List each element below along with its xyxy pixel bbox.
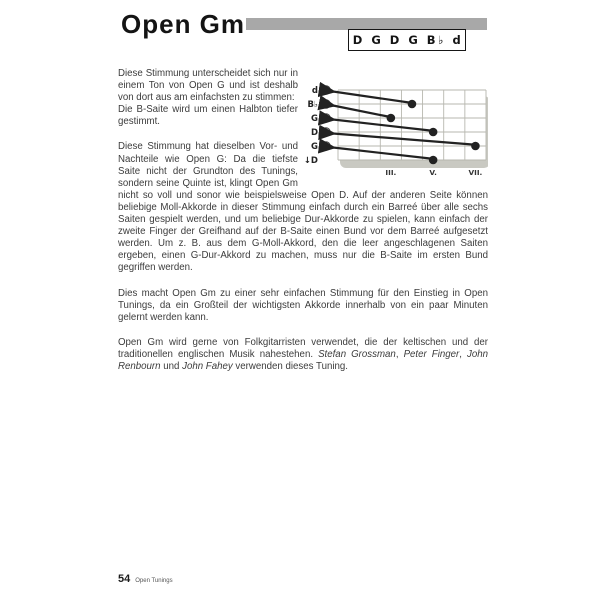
artist-name: Stefan Grossman bbox=[318, 348, 396, 360]
string-label: B♭ bbox=[307, 100, 318, 110]
string-label: D bbox=[310, 128, 318, 138]
open-string-circle bbox=[322, 142, 330, 150]
fret-number-label: III. bbox=[385, 168, 397, 177]
artist-name: Peter Finger bbox=[403, 348, 460, 360]
fretboard-diagram-svg bbox=[298, 82, 488, 182]
open-string-circle bbox=[322, 114, 330, 122]
fret-dot bbox=[471, 142, 480, 151]
page-footer bbox=[118, 573, 173, 585]
fret-dot bbox=[429, 156, 438, 165]
tuning-label: D G D G B♭ d bbox=[352, 33, 464, 47]
open-string-circle bbox=[322, 86, 330, 94]
fret-dot bbox=[387, 114, 396, 123]
open-string-circle bbox=[322, 100, 330, 108]
paragraph: Diese Stimmung unterscheidet sich nur in einem Ton von Open G und ist deshalb von dort aus am einfachsten zu stimmen: Die B-Saite wird um einen Halbton tiefer gestimmt. bbox=[118, 68, 298, 128]
fret-dot bbox=[429, 128, 438, 137]
paragraph: Dies macht Open Gm zu einer sehr einfachen Stimmung für den Einstieg in Open Tunings, da ein Großteil der wichtigsten Akkorde innerhalb von ein paar Minuten gelernt werden kann. bbox=[118, 287, 488, 323]
footer-section-label: Open Tunings bbox=[135, 578, 173, 584]
artist-name: John Fahey bbox=[182, 360, 233, 372]
fretboard-diagram bbox=[298, 68, 488, 186]
open-string-circle bbox=[322, 128, 330, 136]
fret-dot bbox=[408, 100, 417, 109]
page-title: Open Gm bbox=[121, 9, 246, 39]
string-label: G bbox=[311, 142, 318, 152]
tuning-box bbox=[348, 29, 466, 51]
footer-page-number: 54 bbox=[118, 573, 131, 585]
paragraph: Diese Stimmung hat dieselben Vor- und Nachteile wie Open G: Da die tiefste Saite nicht der Grundton des Tunings, sondern seine Quinte ist, klingt Open Gm nicht so voll und sonor wie beispielsweise Open D. Auf der anderen Seite können beliebige Moll-Akkorde in dieser Stimmung einfach durch ein Barreé über alle sechs Saiten gespielt werden, und um beliebige Dur-Akkorde zu spielen, kann einfach der zweite Finger der Greifhand auf der B-Saite einen Bund vor dem Barreé aufgesetzt werden. Um z. B. aus dem G-Moll-Akkord, den die leer angeschlagenen Saiten ergeben, einen G-Dur-Akkord zu machen, muss nur die B-Saite im ersten Bund gegriffen werden. bbox=[118, 141, 488, 274]
string-label: d bbox=[311, 86, 318, 96]
string-label: ↓D bbox=[303, 156, 318, 166]
artist-name: John Renbourn bbox=[118, 348, 489, 372]
string-label: G bbox=[311, 114, 318, 124]
page-content bbox=[118, 68, 488, 386]
fret-number-label: V. bbox=[429, 168, 437, 177]
paragraph: Open Gm wird gerne von Folkgitarristen verwendet, die der keltischen und der traditionellen englischen Musik nahestehen. Stefan Grossman, Peter Finger, John Renbourn und John Fahey verwenden dieses Tuning. bbox=[118, 336, 489, 372]
fret-number-label: VII. bbox=[468, 168, 483, 177]
